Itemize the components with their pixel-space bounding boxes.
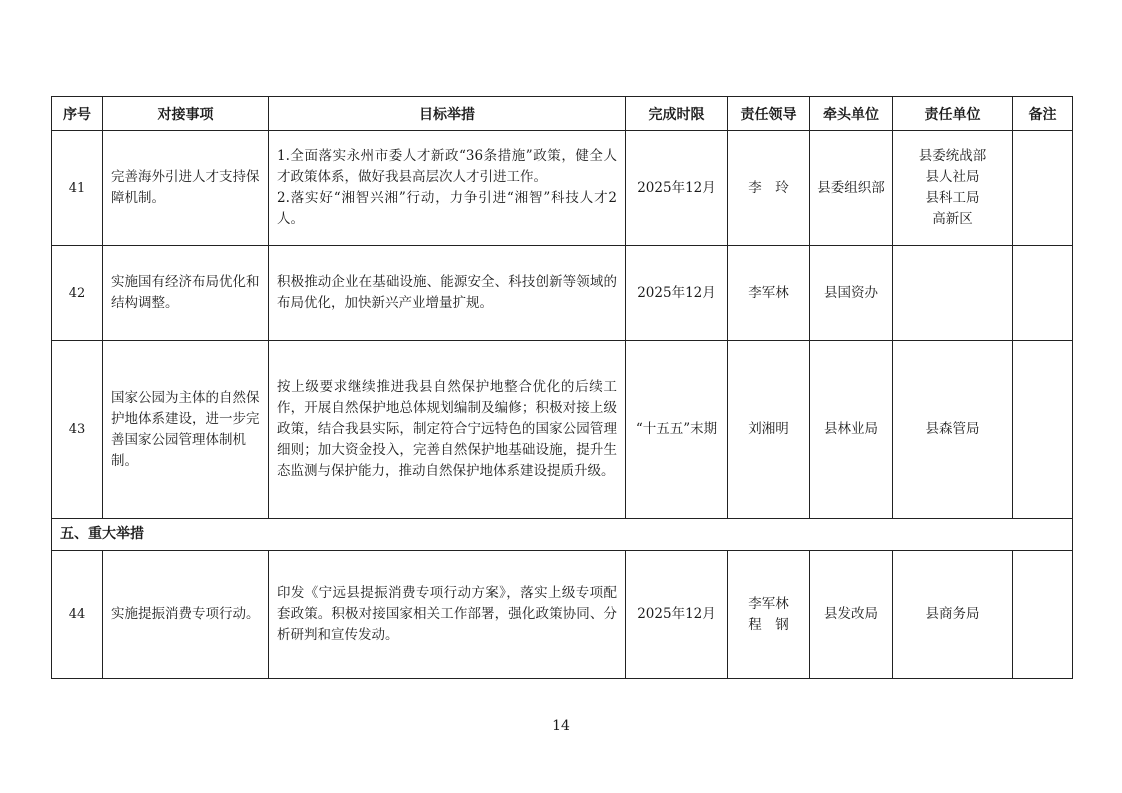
section-row — [52, 519, 1073, 551]
row-number: 41 — [52, 131, 103, 246]
unit-name: 县人社局 — [925, 169, 980, 185]
unit-name: 县委统战部 — [918, 148, 987, 164]
row-item: 实施提振消费专项行动。 — [103, 551, 269, 679]
row-units — [893, 246, 1013, 341]
section-title: 五、重大举措 — [52, 519, 1073, 551]
header-remark: 备注 — [1013, 97, 1073, 131]
measures-table — [51, 96, 1073, 679]
measure-line: 2.落实好“湘智兴湘”行动，力争引进“湘智”科技人才2人。 — [277, 190, 617, 227]
row-item: 完善海外引进人才支持保障机制。 — [103, 131, 269, 246]
row-lead-unit: 县委组织部 — [810, 131, 893, 246]
leader-name: 程 钢 — [748, 616, 789, 633]
row-leader: 李军林 — [728, 246, 810, 341]
header-item: 对接事项 — [103, 97, 269, 131]
row-number: 44 — [52, 551, 103, 679]
table-row — [52, 246, 1073, 341]
row-deadline: 2025年12月 — [626, 551, 728, 679]
header-deadline: 完成时限 — [626, 97, 728, 131]
page-number: 14 — [552, 718, 570, 734]
row-remark — [1013, 551, 1073, 679]
row-leader: 刘湘明 — [728, 341, 810, 519]
row-number: 42 — [52, 246, 103, 341]
row-measures — [269, 131, 626, 246]
row-remark — [1013, 246, 1073, 341]
row-units: 县森管局 — [893, 341, 1013, 519]
table-row — [52, 131, 1073, 246]
measure-line: 1.全面落实永州市委人才新政“36条措施”政策，健全人才政策体系，做好我县高层次人才引进工作。 — [277, 148, 617, 185]
row-leader — [728, 551, 810, 679]
row-deadline: 2025年12月 — [626, 246, 728, 341]
table-row — [52, 551, 1073, 679]
header-measures: 目标举措 — [269, 97, 626, 131]
table-header-row — [52, 97, 1073, 131]
row-measures: 按上级要求继续推进我县自然保护地整合优化的后续工作，开展自然保护地总体规划编制及编修；积极对接上级政策，结合我县实际，制定符合宁远特色的国家公园管理细则；加大资金投入，完善自然保护地基础设施，提升生态监测与保护能力，推动自然保护地体系建设提质升级。 — [269, 341, 626, 519]
leader-name: 李军林 — [748, 595, 789, 612]
row-deadline: 2025年12月 — [626, 131, 728, 246]
header-no: 序号 — [52, 97, 103, 131]
row-remark — [1013, 341, 1073, 519]
unit-name: 县科工局 — [925, 190, 980, 206]
header-units: 责任单位 — [893, 97, 1013, 131]
row-lead-unit: 县发改局 — [810, 551, 893, 679]
row-leader: 李 玲 — [728, 131, 810, 246]
row-deadline: “十五五”末期 — [626, 341, 728, 519]
unit-name: 高新区 — [932, 211, 973, 227]
row-units — [893, 131, 1013, 246]
row-lead-unit: 县国资办 — [810, 246, 893, 341]
header-lead-unit: 牵头单位 — [810, 97, 893, 131]
row-measures: 积极推动企业在基础设施、能源安全、科技创新等领域的布局优化，加快新兴产业增量扩规。 — [269, 246, 626, 341]
header-leader: 责任领导 — [728, 97, 810, 131]
row-remark — [1013, 131, 1073, 246]
row-lead-unit: 县林业局 — [810, 341, 893, 519]
row-measures: 印发《宁远县提振消费专项行动方案》，落实上级专项配套政策。积极对接国家相关工作部署，强化政策协同、分析研判和宣传发动。 — [269, 551, 626, 679]
row-item: 实施国有经济布局优化和结构调整。 — [103, 246, 269, 341]
row-item: 国家公园为主体的自然保护地体系建设，进一步完善国家公园管理体制机制。 — [103, 341, 269, 519]
row-units: 县商务局 — [893, 551, 1013, 679]
table-row — [52, 341, 1073, 519]
row-number: 43 — [52, 341, 103, 519]
